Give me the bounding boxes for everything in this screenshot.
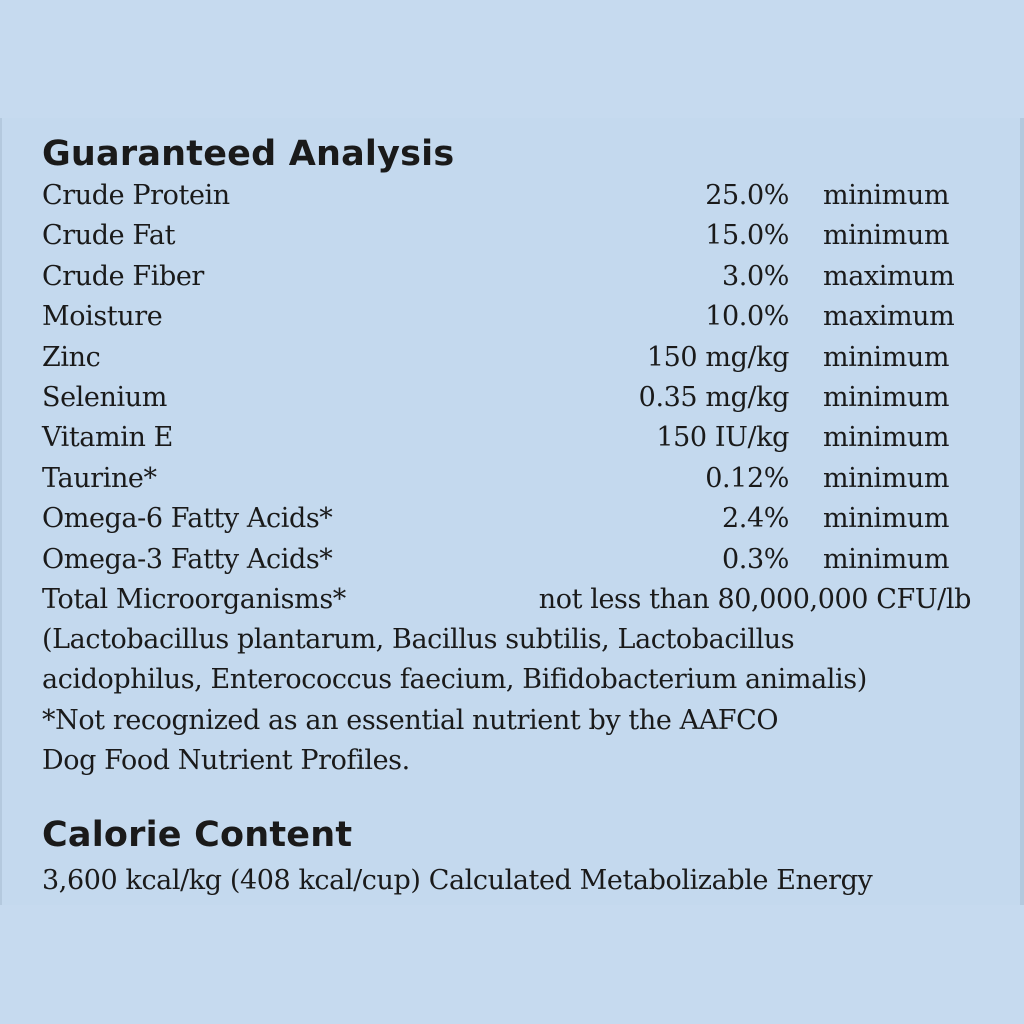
nutrient-name: Crude Protein bbox=[42, 180, 230, 211]
nutrient-qualifier: minimum bbox=[823, 462, 950, 494]
microorganisms-row bbox=[42, 580, 977, 620]
analysis-row bbox=[42, 418, 977, 458]
note-line: *Not recognized as an essential nutrient by the AAFCO bbox=[42, 704, 779, 736]
nutrient-amount: 15.0% bbox=[705, 220, 789, 252]
nutrient-name: Taurine* bbox=[42, 462, 157, 494]
nutrient-qualifier: minimum bbox=[823, 503, 950, 535]
nutrient-name: Vitamin E bbox=[42, 422, 173, 454]
left-edge bbox=[0, 118, 2, 905]
microorganisms-amount: not less than 80,000,000 CFU/lb bbox=[538, 583, 971, 615]
analysis-row bbox=[42, 338, 977, 378]
nutrient-name: Zinc bbox=[42, 341, 101, 373]
nutrient-amount: 0.3% bbox=[722, 543, 789, 575]
analysis-row bbox=[42, 378, 977, 418]
nutrient-qualifier: minimum bbox=[823, 422, 950, 454]
analysis-row bbox=[42, 216, 977, 256]
nutrient-qualifier: minimum bbox=[823, 180, 950, 211]
bottom-band bbox=[0, 905, 1024, 1024]
analysis-table bbox=[42, 176, 977, 620]
analysis-row bbox=[42, 257, 977, 297]
nutrient-qualifier: minimum bbox=[823, 543, 950, 575]
nutrient-name: Moisture bbox=[42, 301, 163, 333]
nutrient-amount: 2.4% bbox=[722, 503, 789, 535]
nutrient-qualifier: minimum bbox=[823, 220, 950, 252]
nutrient-amount: 25.0% bbox=[705, 180, 789, 211]
analysis-row bbox=[42, 540, 977, 580]
nutrient-qualifier: maximum bbox=[823, 260, 955, 292]
top-band bbox=[0, 0, 1024, 118]
analysis-row bbox=[42, 297, 977, 337]
nutrient-name: Crude Fiber bbox=[42, 260, 204, 292]
analysis-row bbox=[42, 499, 977, 539]
analysis-row bbox=[42, 176, 977, 216]
nutrient-amount: 0.35 mg/kg bbox=[638, 381, 789, 413]
microorganisms-name: Total Microorganisms* bbox=[42, 583, 346, 615]
nutrient-qualifier: minimum bbox=[823, 341, 950, 373]
calorie-content-heading: Calorie Content bbox=[42, 815, 353, 855]
nutrient-amount: 150 IU/kg bbox=[656, 422, 789, 454]
analysis-row bbox=[42, 459, 977, 499]
note-line: Dog Food Nutrient Profiles. bbox=[42, 745, 410, 777]
nutrient-name: Omega-3 Fatty Acids* bbox=[42, 543, 333, 575]
calorie-content-text: 3,600 kcal/kg (408 kcal/cup) Calculated Metabolizable Energy bbox=[42, 865, 873, 896]
note-line: acidophilus, Enterococcus faecium, Bifidobacterium animalis) bbox=[42, 664, 867, 696]
note-line: (Lactobacillus plantarum, Bacillus subtilis, Lactobacillus bbox=[42, 624, 795, 655]
nutrient-name: Selenium bbox=[42, 381, 167, 413]
nutrient-amount: 10.0% bbox=[705, 301, 789, 333]
nutrient-amount: 3.0% bbox=[722, 260, 789, 292]
guaranteed-analysis-heading: Guaranteed Analysis bbox=[42, 134, 455, 174]
nutrient-name: Crude Fat bbox=[42, 220, 176, 252]
nutrient-qualifier: maximum bbox=[823, 301, 955, 333]
nutrient-amount: 150 mg/kg bbox=[646, 341, 789, 373]
analysis-notes bbox=[42, 620, 867, 782]
nutrient-amount: 0.12% bbox=[705, 462, 789, 494]
nutrient-qualifier: minimum bbox=[823, 381, 950, 413]
nutrient-name: Omega-6 Fatty Acids* bbox=[42, 503, 333, 535]
right-edge bbox=[1020, 118, 1024, 905]
